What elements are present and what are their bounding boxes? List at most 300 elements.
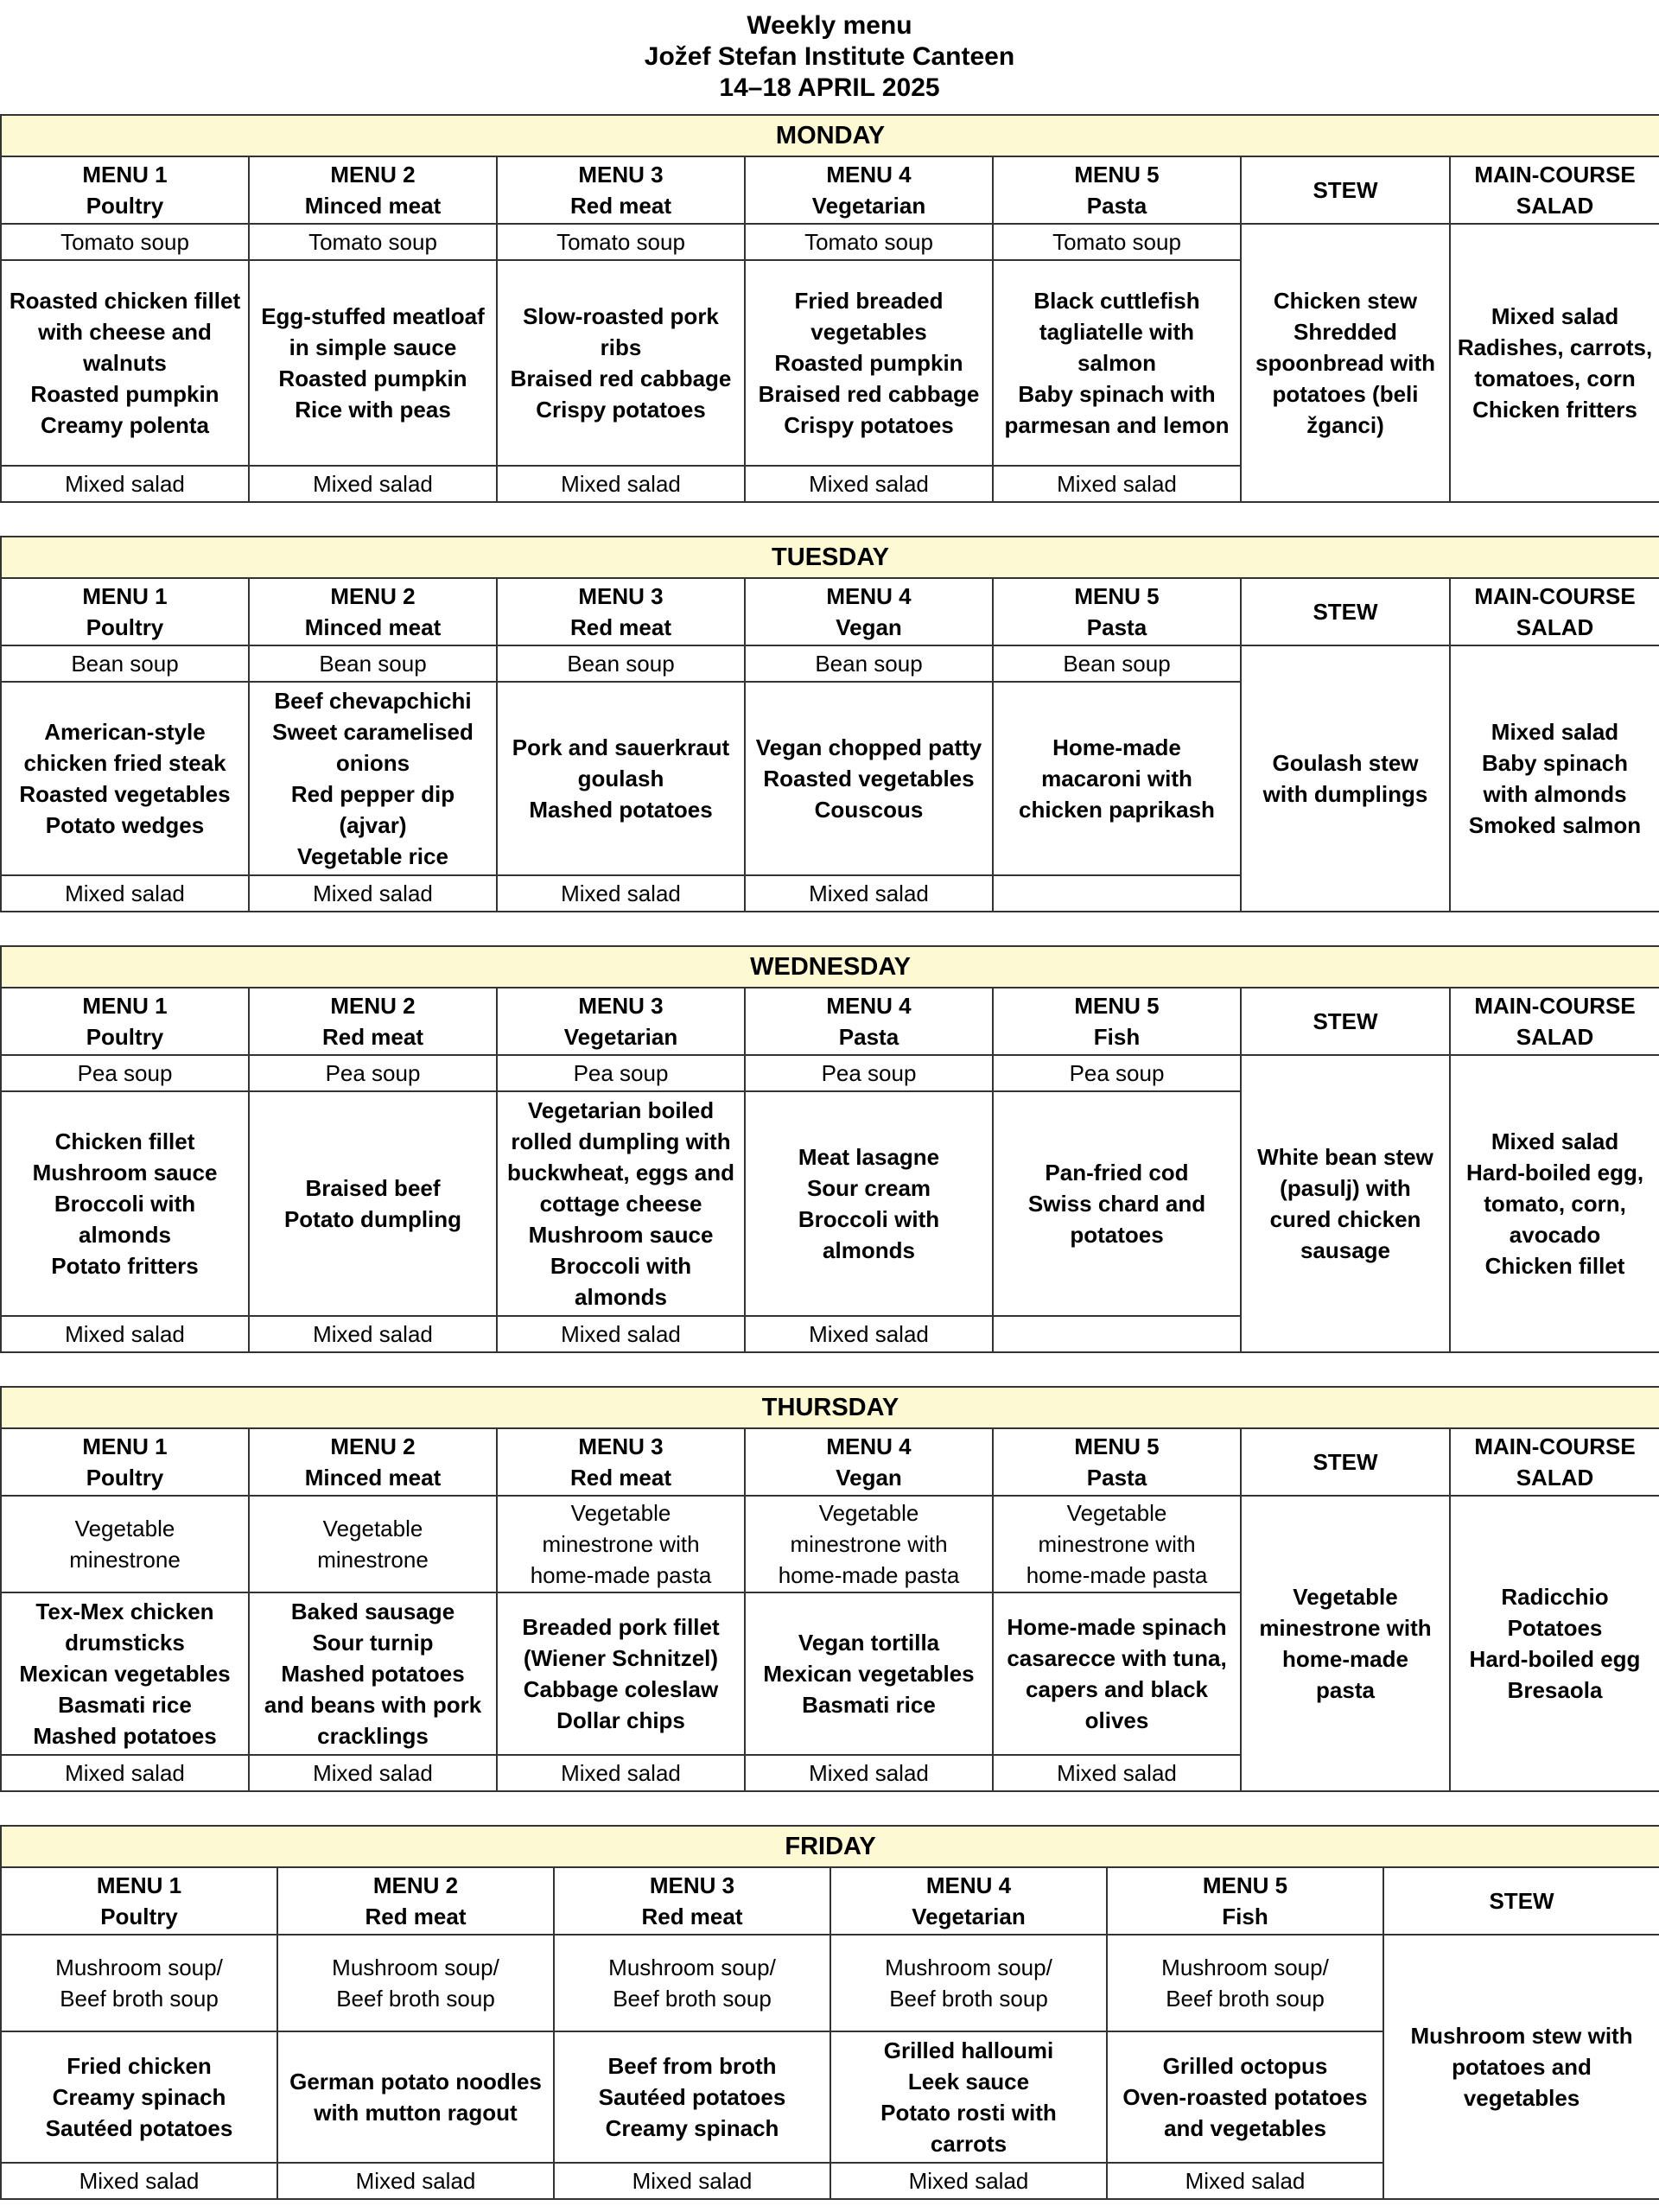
text-line: Slow-roasted pork bbox=[523, 303, 719, 329]
column-header bbox=[745, 1428, 993, 1496]
main-dish-cell bbox=[993, 1091, 1241, 1316]
side-salad-cell: Mixed salad bbox=[745, 875, 993, 912]
text-line: Red meat bbox=[365, 1904, 467, 1929]
column-header bbox=[497, 578, 745, 645]
text-line: SALAD bbox=[1516, 1024, 1594, 1050]
text-line: Sautéed potatoes bbox=[598, 2084, 786, 2110]
text-line: Potato rosti with bbox=[880, 2100, 1057, 2126]
text-line: MENU 1 bbox=[82, 162, 168, 188]
text-line: SALAD bbox=[1516, 193, 1594, 219]
text-line: Broccoli with bbox=[550, 1253, 692, 1279]
text-line: ribs bbox=[600, 334, 642, 360]
main-dish-cell bbox=[249, 682, 497, 875]
text-line: minestrone with bbox=[790, 1531, 948, 1557]
text-line: Bean soup bbox=[815, 651, 923, 677]
text-line: Fish bbox=[1222, 1904, 1268, 1929]
text-line: Tomato soup bbox=[1052, 229, 1181, 255]
column-header bbox=[1241, 988, 1450, 1055]
text-line: MENU 4 bbox=[925, 1872, 1012, 1898]
main-dish-cell bbox=[745, 1091, 993, 1316]
day-block-thursday bbox=[0, 1386, 1659, 1792]
text-line: Cabbage coleslaw bbox=[523, 1676, 719, 1702]
side-salad-cell: Mixed salad bbox=[277, 2163, 554, 2199]
main-dish-cell bbox=[745, 1592, 993, 1755]
text-line: Mashed potatoes bbox=[529, 797, 713, 823]
main-dish-cell bbox=[497, 260, 745, 466]
column-header bbox=[1450, 988, 1659, 1055]
text-line: Mushroom soup/ bbox=[608, 1955, 776, 1980]
side-salad-cell: Mixed salad bbox=[1107, 2163, 1383, 2199]
page-title bbox=[0, 0, 1659, 114]
day-header-row bbox=[1, 115, 1659, 156]
text-line: MENU 4 bbox=[826, 162, 912, 188]
text-line: Tex-Mex chicken bbox=[35, 1599, 214, 1624]
side-salad-cell: Mixed salad bbox=[554, 2163, 830, 2199]
column-header bbox=[1450, 578, 1659, 645]
text-line: Home-made bbox=[1052, 734, 1181, 760]
text-line: Bean soup bbox=[71, 651, 179, 677]
text-line: MENU 5 bbox=[1074, 162, 1160, 188]
text-line: Potato fritters bbox=[51, 1253, 199, 1279]
text-line: STEW bbox=[1489, 1888, 1554, 1914]
side-salad-cell: Mixed salad bbox=[249, 1755, 497, 1791]
text-line: Chicken fritters bbox=[1472, 397, 1637, 423]
text-line: Vegetable bbox=[322, 1516, 423, 1541]
text-line: Tomato soup bbox=[60, 229, 189, 255]
text-line: Broccoli with bbox=[798, 1206, 940, 1232]
text-line: Creamy spinach bbox=[605, 2115, 779, 2141]
text-line: Vegetable rice bbox=[297, 843, 448, 869]
text-line: MENU 1 bbox=[82, 583, 168, 609]
text-line: MAIN-COURSE bbox=[1474, 162, 1636, 188]
text-line: Shredded bbox=[1294, 319, 1397, 345]
text-line: Pea soup bbox=[573, 1060, 669, 1086]
text-line: MENU 2 bbox=[330, 1433, 416, 1459]
text-line: Roasted chicken fillet bbox=[9, 288, 241, 314]
text-line: SALAD bbox=[1516, 614, 1594, 640]
text-line: STEW bbox=[1313, 177, 1378, 203]
menu-table-friday bbox=[0, 1825, 1659, 2200]
text-line: MENU 1 bbox=[82, 1433, 168, 1459]
main-dish-cell bbox=[993, 1592, 1241, 1755]
column-header bbox=[1383, 1867, 1659, 1935]
title-line-1: Weekly menu bbox=[747, 11, 912, 40]
menu-table-wednesday bbox=[0, 945, 1659, 1353]
main-dish-cell bbox=[993, 682, 1241, 875]
text-line: with cheese and bbox=[38, 319, 212, 345]
column-header bbox=[554, 1867, 830, 1935]
stew-cell bbox=[1241, 1055, 1450, 1352]
text-line: spoonbread with bbox=[1255, 350, 1435, 376]
text-line: MAIN-COURSE bbox=[1474, 993, 1636, 1019]
text-line: home-made pasta bbox=[778, 1562, 960, 1588]
text-line: Home-made spinach bbox=[1007, 1614, 1227, 1640]
soup-cell bbox=[993, 1496, 1241, 1592]
text-line: MAIN-COURSE bbox=[1474, 583, 1636, 609]
soup-cell bbox=[1, 1055, 249, 1091]
column-header bbox=[1, 156, 249, 224]
text-line: Braised beef bbox=[305, 1175, 441, 1201]
main-dish-cell bbox=[249, 1091, 497, 1316]
text-line: MENU 5 bbox=[1074, 993, 1160, 1019]
day-header-row bbox=[1, 946, 1659, 988]
text-line: home-made pasta bbox=[530, 1562, 712, 1588]
text-line: Roasted pumpkin bbox=[774, 350, 963, 376]
side-salad-cell: Mixed salad bbox=[1, 875, 249, 912]
text-line: Goulash stew bbox=[1272, 750, 1419, 776]
text-line: Tomato soup bbox=[804, 229, 933, 255]
text-line: Bean soup bbox=[319, 651, 427, 677]
text-line: Fried breaded bbox=[794, 288, 944, 314]
main-dish-cell bbox=[497, 682, 745, 875]
text-line: Radishes, carrots, bbox=[1457, 334, 1653, 360]
soup-cell bbox=[249, 645, 497, 682]
text-line: Meat lasagne bbox=[798, 1144, 940, 1170]
text-line: MENU 2 bbox=[330, 583, 416, 609]
side-salad-cell: Mixed salad bbox=[1, 1316, 249, 1352]
day-header: TUESDAY bbox=[1, 537, 1659, 578]
soup-row bbox=[1, 1496, 1659, 1592]
text-line: Mixed salad bbox=[1491, 303, 1619, 329]
text-line: Tomato soup bbox=[308, 229, 437, 255]
text-line: salmon bbox=[1077, 350, 1157, 376]
text-line: Mushroom sauce bbox=[528, 1222, 714, 1248]
side-salad-cell: Mixed salad bbox=[1, 2163, 277, 2199]
main-dish-cell bbox=[1, 260, 249, 466]
text-line: MENU 4 bbox=[826, 1433, 912, 1459]
text-line: minestrone with bbox=[1259, 1615, 1432, 1641]
menu-table-tuesday bbox=[0, 536, 1659, 912]
text-line: Beef broth soup bbox=[613, 1986, 772, 2012]
text-line: casarecce with tuna, bbox=[1007, 1645, 1227, 1671]
text-line: Bean soup bbox=[1063, 651, 1171, 677]
main-dish-cell bbox=[277, 2031, 554, 2163]
stew-cell bbox=[1241, 1496, 1450, 1791]
text-line: MENU 5 bbox=[1074, 583, 1160, 609]
text-line: MENU 1 bbox=[82, 993, 168, 1019]
text-line: minestrone bbox=[317, 1547, 429, 1573]
soup-cell bbox=[1, 1935, 277, 2031]
text-line: avocado bbox=[1509, 1222, 1601, 1248]
text-line: Fried chicken bbox=[67, 2053, 212, 2079]
soup-cell bbox=[497, 1055, 745, 1091]
text-line: Braised red cabbage bbox=[510, 365, 732, 391]
text-line: Mixed salad bbox=[1491, 719, 1619, 745]
text-line: onions bbox=[335, 750, 410, 776]
text-line: Beef chevapchichi bbox=[274, 688, 472, 714]
text-line: and beans with pork bbox=[264, 1692, 482, 1718]
main-dish-cell bbox=[497, 1091, 745, 1316]
day-header: MONDAY bbox=[1, 115, 1659, 156]
text-line: Vegan chopped patty bbox=[755, 734, 982, 760]
text-line: Red meat bbox=[569, 1465, 672, 1491]
side-salad-cell: Mixed salad bbox=[1, 466, 249, 502]
day-header-row bbox=[1, 1387, 1659, 1428]
text-line: Red meat bbox=[569, 193, 672, 219]
text-line: Pan-fried cod bbox=[1045, 1160, 1189, 1185]
text-line: Roasted vegetables bbox=[19, 781, 231, 807]
text-line: Poultry bbox=[86, 1465, 164, 1491]
text-line: Pasta bbox=[1086, 614, 1147, 640]
stew-cell bbox=[1383, 1935, 1659, 2199]
text-line: chicken paprikash bbox=[1019, 797, 1215, 823]
text-line: Pea soup bbox=[77, 1060, 173, 1086]
side-salad-cell bbox=[993, 875, 1241, 912]
main-dish-cell bbox=[1107, 2031, 1383, 2163]
text-line: MENU 5 bbox=[1074, 1433, 1160, 1459]
text-line: pasta bbox=[1316, 1677, 1375, 1703]
text-line: Poultry bbox=[86, 193, 164, 219]
text-line: Vegetarian bbox=[563, 1024, 678, 1050]
main-dish-cell bbox=[1, 682, 249, 875]
day-header: FRIDAY bbox=[1, 1826, 1659, 1867]
text-line: Leek sauce bbox=[907, 2069, 1030, 2094]
text-line: Poultry bbox=[100, 1904, 178, 1929]
main-dish-cell bbox=[745, 260, 993, 466]
text-line: rolled dumpling with bbox=[511, 1128, 731, 1154]
text-line: Vegetable bbox=[1066, 1500, 1167, 1526]
column-header bbox=[497, 156, 745, 224]
text-line: Rice with peas bbox=[295, 397, 451, 423]
text-line: Vegan tortilla bbox=[798, 1630, 940, 1656]
soup-row bbox=[1, 1055, 1659, 1091]
text-line: MENU 3 bbox=[578, 162, 664, 188]
text-line: Vegetable bbox=[1293, 1584, 1398, 1610]
text-line: Beef broth soup bbox=[60, 1986, 219, 2012]
soup-row bbox=[1, 645, 1659, 682]
text-line: Mixed salad bbox=[1491, 1128, 1619, 1154]
text-line: Hard-boiled egg bbox=[1469, 1646, 1641, 1672]
column-header bbox=[277, 1867, 554, 1935]
text-line: Vegetarian boiled bbox=[527, 1097, 715, 1123]
column-header bbox=[993, 1428, 1241, 1496]
text-line: Minced meat bbox=[304, 193, 442, 219]
column-header bbox=[249, 578, 497, 645]
text-line: macaroni with bbox=[1041, 766, 1192, 791]
text-line: Poultry bbox=[86, 1024, 164, 1050]
text-line: Red meat bbox=[321, 1024, 424, 1050]
main-dish-cell bbox=[249, 1592, 497, 1755]
text-line: tagliatelle with bbox=[1039, 319, 1195, 345]
text-line: Roasted pumpkin bbox=[278, 365, 467, 391]
text-line: Minced meat bbox=[304, 1465, 442, 1491]
day-header: THURSDAY bbox=[1, 1387, 1659, 1428]
stew-cell bbox=[1241, 645, 1450, 912]
text-line: in simple sauce bbox=[289, 334, 457, 360]
soup-cell bbox=[497, 1496, 745, 1592]
text-line: Grilled halloumi bbox=[883, 2037, 1054, 2063]
column-header bbox=[993, 988, 1241, 1055]
weekly-menu bbox=[0, 114, 1659, 2200]
column-header bbox=[745, 578, 993, 645]
text-line: with mutton ragout bbox=[314, 2100, 518, 2126]
side-salad-cell: Mixed salad bbox=[249, 466, 497, 502]
text-line: American-style bbox=[44, 719, 206, 745]
column-header bbox=[497, 1428, 745, 1496]
side-salad-cell: Mixed salad bbox=[993, 1755, 1241, 1791]
text-line: (ajvar) bbox=[339, 812, 407, 838]
soup-cell bbox=[830, 1935, 1107, 2031]
day-block-tuesday bbox=[0, 536, 1659, 912]
text-line: potatoes and bbox=[1452, 2054, 1592, 2080]
text-line: Chicken fillet bbox=[54, 1128, 195, 1154]
soup-cell bbox=[745, 1055, 993, 1091]
menu-table-thursday bbox=[0, 1386, 1659, 1792]
text-line: Roasted vegetables bbox=[763, 766, 975, 791]
text-line: with dumplings bbox=[1262, 781, 1428, 807]
column-header bbox=[993, 578, 1241, 645]
column-header bbox=[1, 1428, 249, 1496]
text-line: MAIN-COURSE bbox=[1474, 1433, 1636, 1459]
column-header bbox=[497, 988, 745, 1055]
text-line: Egg-stuffed meatloaf bbox=[261, 303, 485, 329]
text-line: STEW bbox=[1313, 1008, 1378, 1034]
text-line: Vegetarian bbox=[811, 193, 926, 219]
text-line: žganci) bbox=[1306, 412, 1384, 438]
text-line: (pasulj) with bbox=[1280, 1175, 1411, 1201]
text-line: (Wiener Schnitzel) bbox=[523, 1645, 719, 1671]
text-line: Red meat bbox=[641, 1904, 743, 1929]
column-header-row bbox=[1, 156, 1659, 224]
text-line: drumsticks bbox=[65, 1630, 185, 1656]
main-dish-cell bbox=[993, 260, 1241, 466]
column-header-row bbox=[1, 1867, 1659, 1935]
column-header bbox=[249, 988, 497, 1055]
main-dish-cell bbox=[1, 1091, 249, 1316]
text-line: Sautéed potatoes bbox=[45, 2115, 233, 2141]
main-course-salad-cell bbox=[1450, 224, 1659, 502]
text-line: Chicken stew bbox=[1273, 288, 1418, 314]
text-line: Black cuttlefish bbox=[1033, 288, 1200, 314]
text-line: with almonds bbox=[1483, 781, 1627, 807]
soup-cell bbox=[249, 1496, 497, 1592]
text-line: STEW bbox=[1313, 599, 1378, 625]
main-dish-cell bbox=[1, 1592, 249, 1755]
text-line: potatoes bbox=[1070, 1222, 1164, 1248]
text-line: almonds bbox=[823, 1237, 915, 1263]
text-line: MENU 1 bbox=[96, 1872, 182, 1898]
column-header bbox=[1, 988, 249, 1055]
side-salad-cell: Mixed salad bbox=[497, 1316, 745, 1352]
soup-cell bbox=[745, 645, 993, 682]
text-line: Oven-roasted potatoes bbox=[1122, 2084, 1368, 2110]
text-line: SALAD bbox=[1516, 1465, 1594, 1491]
day-header-row bbox=[1, 537, 1659, 578]
side-salad-cell bbox=[993, 1316, 1241, 1352]
column-header-row bbox=[1, 578, 1659, 645]
soup-cell bbox=[993, 224, 1241, 260]
text-line: parmesan and lemon bbox=[1004, 412, 1230, 438]
text-line: Pea soup bbox=[821, 1060, 917, 1086]
text-line: Bean soup bbox=[567, 651, 675, 677]
text-line: MENU 2 bbox=[372, 1872, 459, 1898]
text-line: Beef from broth bbox=[607, 2053, 777, 2079]
text-line: Red pepper dip bbox=[290, 781, 455, 807]
text-line: Crispy potatoes bbox=[536, 397, 706, 423]
text-line: walnuts bbox=[83, 350, 167, 376]
text-line: goulash bbox=[577, 766, 664, 791]
text-line: Creamy spinach bbox=[52, 2084, 226, 2110]
text-line: MENU 5 bbox=[1202, 1872, 1288, 1898]
text-line: Vegetable bbox=[818, 1500, 919, 1526]
text-line: Red meat bbox=[569, 614, 672, 640]
text-line: Couscous bbox=[814, 797, 924, 823]
column-header bbox=[1241, 156, 1450, 224]
column-header-row bbox=[1, 988, 1659, 1055]
main-dish-cell bbox=[249, 260, 497, 466]
text-line: Pasta bbox=[1086, 193, 1147, 219]
text-line: Swiss chard and bbox=[1027, 1191, 1206, 1217]
text-line: Baked sausage bbox=[290, 1599, 455, 1624]
text-line: almonds bbox=[79, 1222, 171, 1248]
text-line: Pasta bbox=[1086, 1465, 1147, 1491]
text-line: Poultry bbox=[86, 614, 164, 640]
soup-cell bbox=[1, 645, 249, 682]
text-line: STEW bbox=[1313, 1449, 1378, 1475]
stew-cell bbox=[1241, 224, 1450, 502]
main-dish-cell bbox=[497, 1592, 745, 1755]
text-line: Sour turnip bbox=[312, 1630, 434, 1656]
soup-cell bbox=[497, 224, 745, 260]
text-line: Vegan bbox=[836, 1465, 902, 1491]
text-line: Mushroom soup/ bbox=[332, 1955, 499, 1980]
column-header bbox=[1241, 578, 1450, 645]
soup-row bbox=[1, 1935, 1659, 2031]
text-line: Mushroom soup/ bbox=[885, 1955, 1052, 1980]
day-block-monday bbox=[0, 114, 1659, 503]
soup-cell bbox=[745, 224, 993, 260]
column-header bbox=[1, 578, 249, 645]
text-line: Broccoli with bbox=[54, 1191, 196, 1217]
text-line: cracklings bbox=[317, 1723, 429, 1749]
text-line: buckwheat, eggs and bbox=[507, 1160, 734, 1185]
text-line: Baby spinach with bbox=[1018, 381, 1216, 407]
soup-cell bbox=[277, 1935, 554, 2031]
column-header bbox=[1, 1867, 277, 1935]
soup-cell bbox=[1107, 1935, 1383, 2031]
side-salad-cell: Mixed salad bbox=[497, 466, 745, 502]
column-header bbox=[745, 156, 993, 224]
text-line: Potato dumpling bbox=[283, 1206, 462, 1232]
text-line: Fish bbox=[1093, 1024, 1141, 1050]
text-line: Mashed potatoes bbox=[33, 1723, 217, 1749]
text-line: minestrone bbox=[69, 1547, 181, 1573]
soup-cell bbox=[745, 1496, 993, 1592]
text-line: vegetables bbox=[1463, 2085, 1580, 2111]
text-line: Vegetable bbox=[570, 1500, 671, 1526]
text-line: Mushroom soup/ bbox=[55, 1955, 223, 1980]
main-course-salad-cell bbox=[1450, 1496, 1659, 1791]
soup-row bbox=[1, 224, 1659, 260]
text-line: Potatoes bbox=[1507, 1615, 1603, 1641]
day-header-row bbox=[1, 1826, 1659, 1867]
text-line: Dollar chips bbox=[556, 1707, 685, 1733]
main-dish-cell bbox=[554, 2031, 830, 2163]
text-line: olives bbox=[1084, 1707, 1149, 1733]
main-course-salad-cell bbox=[1450, 1055, 1659, 1352]
menu-table-monday bbox=[0, 114, 1659, 503]
column-header bbox=[993, 156, 1241, 224]
text-line: Pea soup bbox=[1069, 1060, 1165, 1086]
text-line: Grilled octopus bbox=[1162, 2053, 1328, 2079]
text-line: Basmati rice bbox=[802, 1692, 936, 1718]
text-line: Vegan bbox=[836, 614, 902, 640]
soup-cell bbox=[993, 1055, 1241, 1091]
soup-cell bbox=[497, 645, 745, 682]
column-header-row bbox=[1, 1428, 1659, 1496]
text-line: White bean stew bbox=[1257, 1144, 1433, 1170]
text-line: Vegetarian bbox=[912, 1904, 1026, 1929]
